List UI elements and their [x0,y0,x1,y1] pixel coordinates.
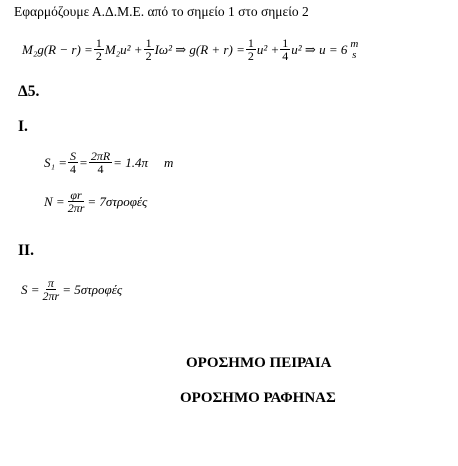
N-rhs: = 7στροφές [87,193,148,209]
energy-lhs: M₂g(R − r) = [22,41,93,57]
fraction-s-over-4: $\frac{S}{4}$ [70,149,77,176]
answer-rafina: ΟΡΟΣΗΜΟ ΡΑΦΗΝΑΣ [180,390,336,406]
fraction-half-2: $\frac{1}{2}$ [145,36,152,63]
s1-lhs: S₁ = [44,154,68,170]
s1-rhs: = 1.4π [113,154,148,170]
section-heading-I: I. [18,118,28,135]
section-heading-II: II. [18,242,34,259]
section-heading-d5: Δ5. [18,83,40,100]
equation-N [44,189,147,214]
S-rhs: = 5στροφές [62,281,123,297]
fraction-half-3: $\frac{1}{2}$ [247,36,254,63]
N-lhs: N = [44,193,65,209]
fraction-pi-over-2pir: $\frac{\pi}{2\pi r}$ [42,276,60,303]
s1-equals: = [79,154,88,170]
fraction-2piR-over-4: $\frac{2\pi R}{4}$ [90,149,111,176]
intro-text: Εφαρμόζουμε Α.Δ.Μ.Ε. από το σημείο 1 στο σημείο 2 [14,4,309,19]
fraction-half-1: $\frac{1}{2}$ [95,36,102,63]
energy-conservation-equation [22,37,361,62]
energy-term-3: u² + [256,41,280,57]
answer-piraeus: ΟΡΟΣΗΜΟ ΠΕΙΡΑΙΑ [186,355,332,371]
equation-S [21,277,122,302]
velocity-unit: m s [350,37,359,61]
energy-term-1: M₂u² + [104,41,143,57]
s1-unit: m [163,154,174,170]
energy-term-4: u² ⇒ u = 6 [291,41,348,57]
equation-s1 [44,150,173,175]
fraction-quarter: $\frac{1}{4}$ [282,36,289,63]
energy-term-2: Iω² ⇒ g(R + r) = [154,41,245,57]
S-lhs: S = [21,281,40,297]
fraction-phir-over-2pir: $\frac{\varphi r}{2\pi r}$ [67,188,85,215]
